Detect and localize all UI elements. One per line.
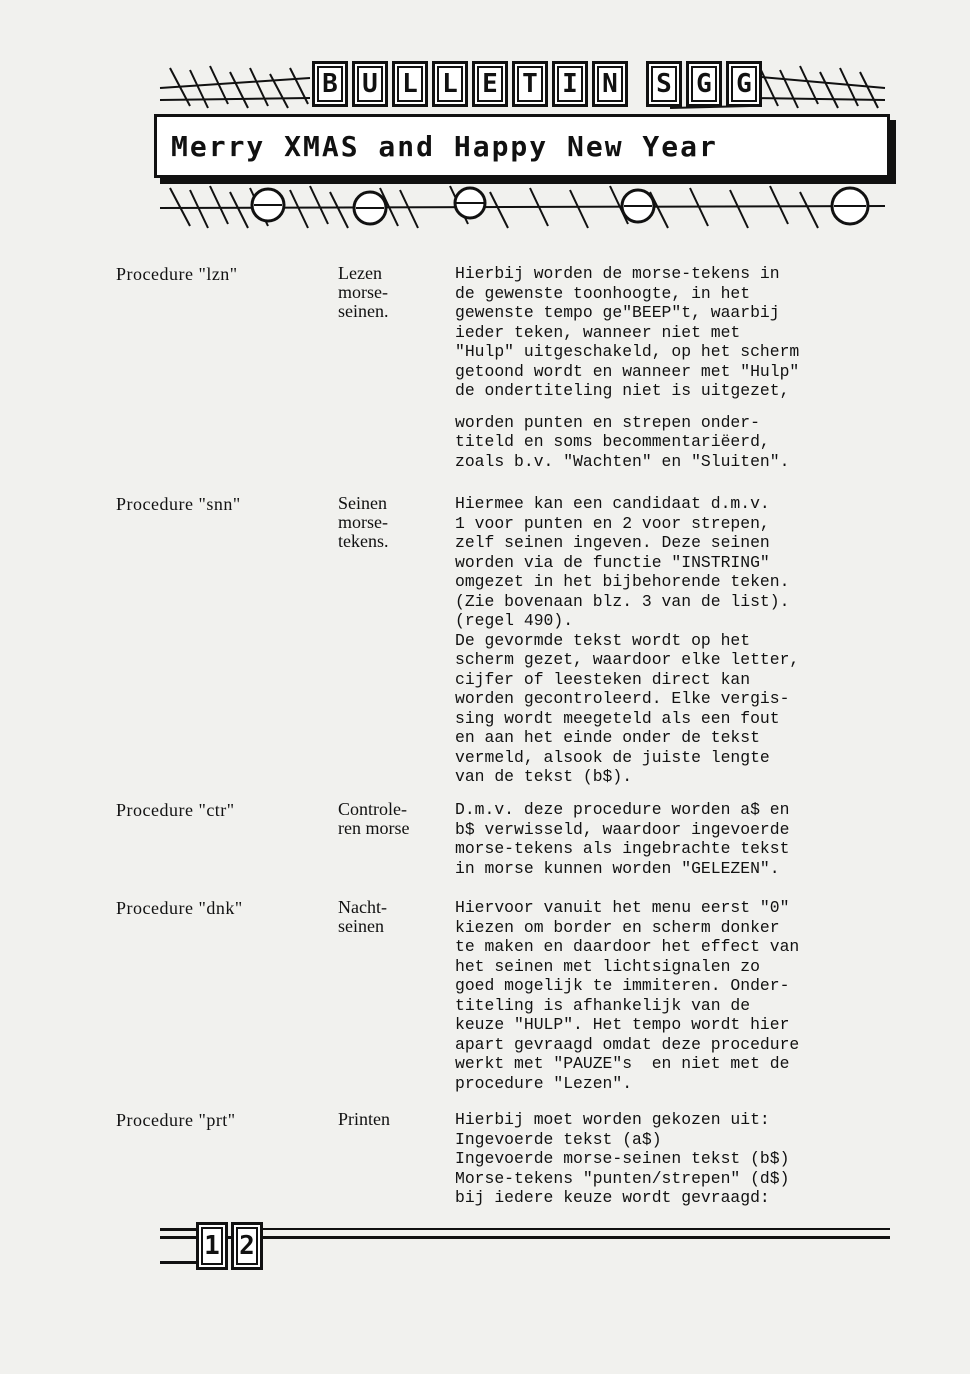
procedure-name: Procedure "prt" [116,1110,236,1130]
short-line: Printen [338,1109,390,1129]
desc-line: Morse-tekens "punten/strepen" (d$) [455,1168,790,1188]
desc-line: bij iedere keuze wordt gevraagd: [455,1188,770,1207]
title-letter: L [432,61,468,107]
title-letter: B [312,61,348,107]
desc-line: keuze "HULP". Het tempo wordt hier [455,1015,790,1034]
desc-line: gewenste tempo ge"BEEP"t, waarbij [455,303,780,322]
bulletin-title [312,56,762,112]
desc-line: worden via de functie "INSTRING" [455,552,770,572]
desc-line: (regel 490). [455,611,574,630]
procedure-description [455,264,895,471]
title-letter: S [646,61,682,107]
procedure-description [455,494,895,787]
procedure-short [338,264,448,321]
procedure-short [338,800,448,838]
header-banner [150,48,895,248]
desc-line: scherm gezet, waardoor elke letter, [455,650,800,669]
desc-line: morse-tekens als ingebrachte tekst [455,839,790,858]
desc-line: zoals b.v. "Wachten" en "Sluiten". [455,451,790,471]
page-footer [160,1222,890,1292]
footer-divider [160,1236,890,1239]
page-number-digit: 1 [196,1222,228,1270]
desc-line: D.m.v. deze procedure worden a$ en [455,800,790,819]
desc-line: van de tekst (b$). [455,767,633,786]
desc-line: worden punten en strepen onder- [455,412,760,432]
desc-line: apart gevraagd omdat deze procedure [455,1034,800,1054]
title-letter: G [726,61,762,107]
procedure-short [338,494,448,551]
title-letter: T [512,61,548,107]
short-line: Seinen [338,493,387,513]
desc-line: ieder teken, wanneer niet met [455,322,741,342]
desc-line: Hiervoor vanuit het menu eerst "0" [455,898,790,917]
desc-line: de gewenste toonhoogte, in het [455,283,751,303]
desc-line: De gevormde tekst wordt op het [455,630,751,650]
greeting-box [154,114,890,178]
desc-line: (Zie bovenaan blz. 3 van de list). [455,591,790,611]
procedure-name: Procedure "snn" [116,494,241,514]
short-line: morse- [338,512,388,532]
desc-line: titeling is afhankelijk van de [455,995,751,1015]
procedure-name: Procedure "dnk" [116,898,243,918]
short-line: seinen [338,916,384,936]
desc-line: titeld en soms becommentariëerd, [455,432,770,451]
procedure-name: Procedure "ctr" [116,800,235,820]
procedure-description [455,800,895,878]
desc-line: het seinen met lichtsignalen zo [455,956,760,976]
procedure-short [338,1110,448,1129]
short-line: Nacht- [338,897,387,917]
desc-line: Hierbij moet worden gekozen uit: [455,1110,770,1129]
desc-line: in morse kunnen worden "GELEZEN". [455,858,780,878]
short-line: tekens. [338,531,389,551]
desc-line: de ondertiteling niet is uitgezet, [455,381,790,400]
procedure-description [455,898,895,1093]
title-letter: N [592,61,628,107]
desc-line: en aan het einde onder de tekst [455,728,760,747]
title-letter: L [392,61,428,107]
desc-line: procedure "Lezen". [455,1073,633,1093]
desc-line: werkt met "PAUZE"s en niet met de [455,1054,790,1073]
page-number [196,1222,263,1270]
desc-line: zelf seinen ingeven. Deze seinen [455,533,770,552]
desc-line: sing wordt meegeteld als een fout [455,708,780,728]
desc-line: b$ verwisseld, waardoor ingevoerde [455,819,790,839]
desc-line: "Hulp" uitgeschakeld, op het scherm [455,342,800,361]
desc-line: omgezet in het bijbehorende teken. [455,572,790,591]
short-line: morse- [338,282,388,302]
desc-line: cijfer of leesteken direct kan [455,669,751,689]
desc-line: kiezen om border en scherm donker [455,917,780,937]
title-letter: G [686,61,722,107]
title-letter: U [352,61,388,107]
desc-line: Hiermee kan een candidaat d.m.v. [455,494,770,513]
procedure-short [338,898,448,936]
desc-line: goed mogelijk te immiteren. Onder- [455,976,790,995]
desc-line: 1 voor punten en 2 voor strepen, [455,513,770,533]
desc-line: Ingevoerde morse-seinen tekst (b$) [455,1149,790,1168]
desc-line: vermeld, alsook de juiste lengte [455,747,770,767]
short-line: ren morse [338,818,410,838]
title-letter: E [472,61,508,107]
title-letter: I [552,61,588,107]
procedure-description [455,1110,895,1208]
short-line: seinen. [338,301,389,321]
greeting-text: Merry XMAS and Happy New Year [171,129,718,163]
footer-divider [260,1228,890,1230]
procedure-name: Procedure "lzn" [116,264,238,284]
page-number-digit: 2 [231,1222,263,1270]
short-line: Lezen [338,263,382,283]
footer-divider [160,1228,200,1264]
desc-line: worden gecontroleerd. Elke vergis- [455,689,790,708]
desc-line: Hierbij worden de morse-tekens in [455,264,780,283]
short-line: Controle- [338,799,407,819]
desc-line: getoond wordt en wanneer met "Hulp" [455,361,800,381]
desc-line: Ingevoerde tekst (a$) [455,1129,662,1149]
desc-line: te maken en daardoor het effect van [455,937,800,956]
